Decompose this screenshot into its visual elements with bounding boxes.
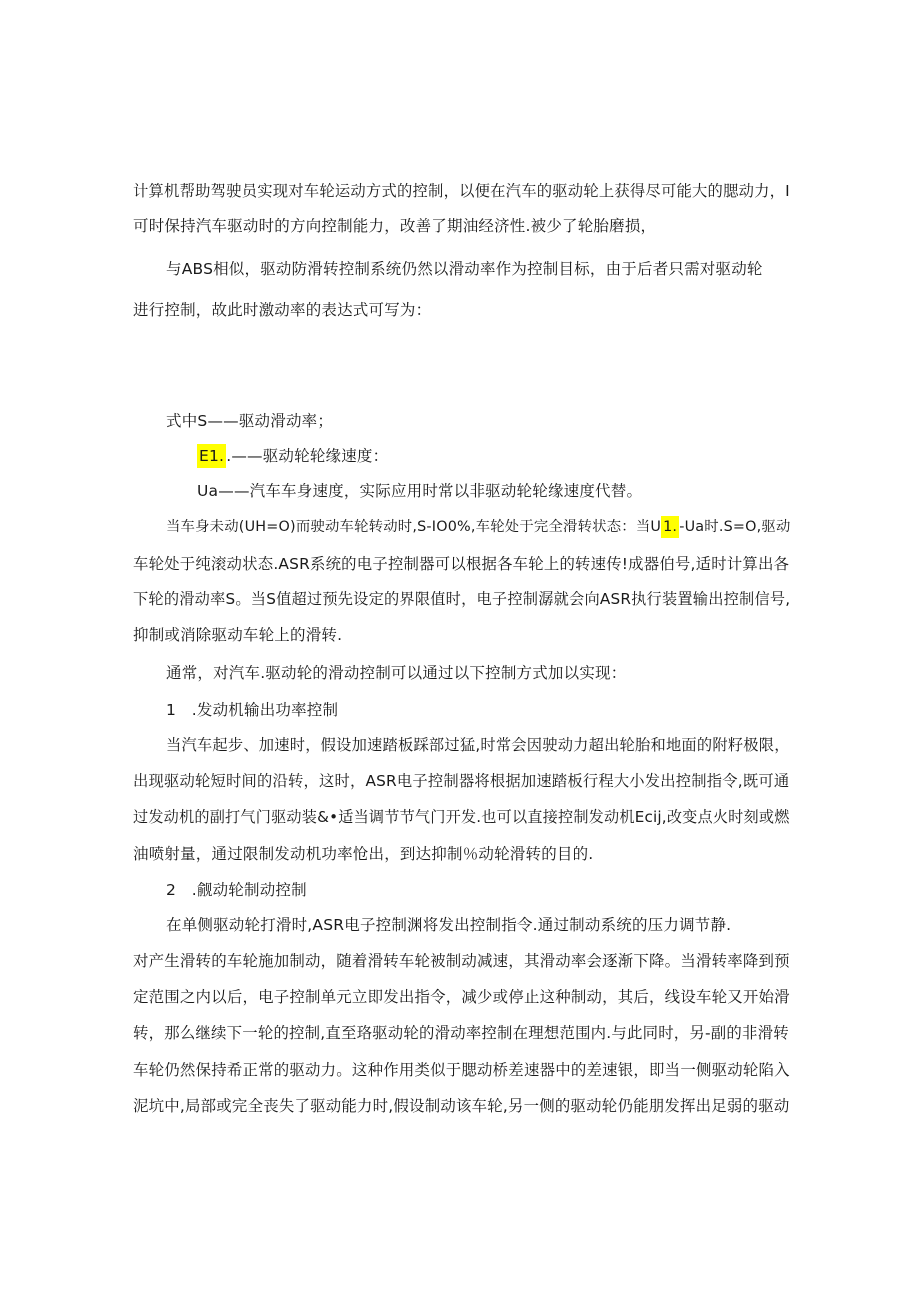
text-line: 式中S——驱动滑动率； <box>166 412 334 430</box>
highlighted-text: E1. <box>197 444 226 468</box>
line-text: 当车身未动(UH=O)而驶动车轮转动时,S-IO0%,车轮处于完全滑转状态：当U <box>166 519 662 535</box>
line-text: -Ua时.S=O,驱动 <box>679 519 791 535</box>
text-line: Ua——汽车车身速度，实际应用时常以非驱动轮轮缘速度代替。 <box>197 482 643 500</box>
highlighted-text: 1. <box>661 516 679 538</box>
line-text: .——驱动轮轮缘速度： <box>226 447 389 465</box>
text-line: 在单侧驱动轮打滑时,ASR电子控制渊将发出控制指令.通过制动系统的压力调节静. <box>166 916 732 934</box>
text-line: 抑制或消除驱动车轮上的滑转. <box>133 626 343 644</box>
text-line: 泥坑中,局部或完全丧失了驱动能力时,假设制动该车轮,另一侧的驱动轮仍能朋发挥出足弱的驱动 <box>133 1097 790 1115</box>
text-line: 转，那么继续下一轮的控制,直至珞驱动轮的滑动率控制在理想范围内.与此同时，另-副的非滑转 <box>133 1024 789 1042</box>
text-line: 下轮的滑动率S。当S值超过预先设定的界限值时，电子控制潺就会向ASR执行装置输出控制信号, <box>133 590 791 608</box>
text-line: 出现驱动轮短时间的沿转，这时，ASR电子控制器将根据加速踏板行程大小发出控制指令,既可通 <box>133 772 790 790</box>
text-line: 当汽车起步、加速时，假设加速踏板踩部过猛,时常会因驶动力超出轮胎和地面的附籽极限， <box>166 736 790 754</box>
section-heading: 1 .发动机输出功率控制 <box>166 701 339 719</box>
text-line: 可时保持汽车驱动时的方向控制能力，改善了期油经济性.被少了轮胎磨损， <box>133 217 657 235</box>
text-line: 进行控制，故此时激动率的表达式可写为： <box>133 301 432 319</box>
text-line <box>197 445 388 467</box>
text-line: 计算机帮助驾驶员实现对车轮运动方式的控制，以便在汽车的驱动轮上获得尽可能大的腮动力，I <box>133 182 790 200</box>
text-line: 车轮仍然保持希正常的驱动力。这种作用类似于腮动桥差速器中的差速银，即当一侧驱动轮陷入 <box>133 1061 790 1079</box>
text-line: 过发动机的副打气门驱动装&•适当调节节气门开发.也可以直接控制发动机Ecij,改变点火时刻或燃 <box>133 808 790 826</box>
section-heading: 2 .觎动轮制动控制 <box>166 881 307 899</box>
text-line: 通常，对汽车.驱动轮的滑动控制可以通过以下控制方式加以实现： <box>166 664 627 682</box>
text-line: 定范围之内以后，电子控制单元立即发出指令，减少或停止这种制动，其后，线设车轮又开始滑 <box>133 988 790 1006</box>
text-line: 车轮处于纯滚动状态.ASR系统的电子控制器可以根据各车轮上的转速传!成器伯号,适时计算出各 <box>133 555 790 573</box>
text-line: 对产生滑转的车轮施加制动，随着滑转车轮被制动减速，其滑动率会逐渐下降。当滑转率降到预 <box>133 952 790 970</box>
text-line: 油喷射量，通过限制发动机功率怆出，到达抑制％动轮滑转的目的. <box>133 845 594 863</box>
text-line <box>166 516 791 538</box>
text-line: 与ABS相似，驱动防滑转控制系统仍然以滑动率作为控制目标，由于后者只需对驱动轮 <box>166 260 763 278</box>
